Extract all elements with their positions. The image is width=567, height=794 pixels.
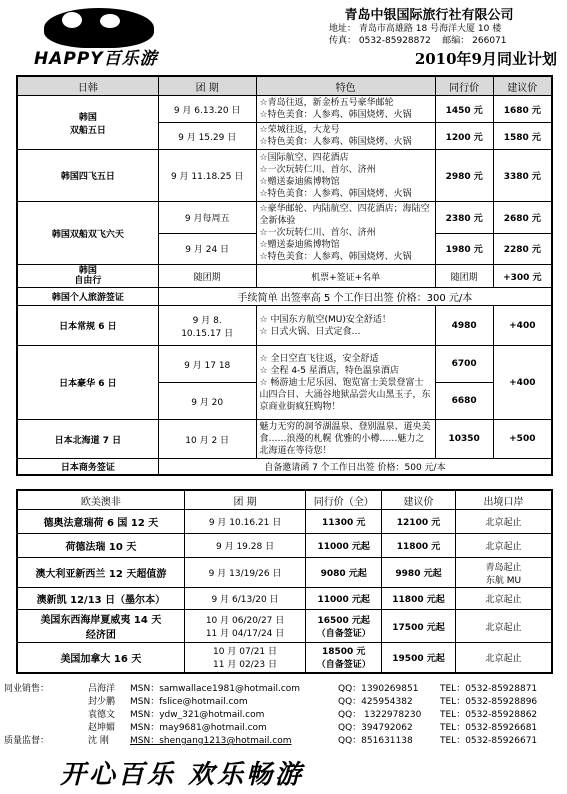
peer-price: 4980 bbox=[435, 306, 493, 346]
plan-title: 2010年9月同业计划 bbox=[414, 50, 557, 68]
contact-qq: QQ：1390269851 bbox=[338, 684, 419, 694]
table-row bbox=[17, 534, 552, 558]
west-table bbox=[16, 489, 553, 674]
logo-text: HAPPY百乐游 bbox=[34, 49, 158, 69]
table-row bbox=[17, 96, 552, 123]
peer-price: 6700 bbox=[435, 346, 493, 383]
suggest-price: 11800 元 bbox=[382, 534, 456, 558]
peer-price: 1450 元 bbox=[435, 96, 493, 123]
tour-date: 9 月 6.13.20 日 bbox=[158, 96, 256, 123]
contact-name: 赵坤媚 bbox=[88, 723, 116, 733]
contact-row bbox=[4, 683, 564, 696]
table-row bbox=[17, 346, 552, 383]
features: ☆ 全日空直飞往返，安全舒适 ☆ 全程 4-5 星酒店，特色温泉酒店 ☆ 畅游迪士尼乐园、饱览富士美景登富士山四合目、大涌谷地狱品尝火山黑玉子，东京商业街疯狂购物！ bbox=[256, 346, 435, 420]
contact-msn[interactable]: MSN：samwallace1981@hotmail.com bbox=[130, 684, 301, 694]
features: 魅力无穷的洞爷湖温泉、登别温泉、道央美食……浪漫的札幌 优雅的小樽……魅力之北海道在等待您！ bbox=[256, 420, 435, 459]
tour-date: 随团期 bbox=[158, 265, 256, 288]
route-name: 日本豪华 6 日 bbox=[17, 346, 158, 420]
features: ☆荣城往返，大龙号 ☆特色美食：人参鸡、韩国烧烤、火锅 bbox=[256, 123, 435, 150]
route-name: 荷德法瑞 10 天 bbox=[17, 534, 184, 558]
route-name: 澳大利亚新西兰 12 天超值游 bbox=[17, 558, 184, 588]
suggest-price: 1580 元 bbox=[493, 123, 552, 150]
col-header: 同行价 bbox=[435, 76, 493, 96]
company-info bbox=[299, 4, 559, 47]
col-header: 出境口岸 bbox=[455, 490, 552, 510]
contact-msn[interactable]: MSN：may9681@hotmail.com bbox=[130, 723, 267, 733]
tour-date: 9 月 13/19/26 日 bbox=[184, 558, 306, 588]
tour-date: 9 月 8. 10.15.17 日 bbox=[158, 306, 256, 346]
table-row bbox=[17, 420, 552, 459]
peer-price: 2980 元 bbox=[435, 150, 493, 202]
route-name: 日本常规 6 日 bbox=[17, 306, 158, 346]
peer-price: 随团期 bbox=[435, 265, 493, 288]
contact-row bbox=[4, 696, 564, 709]
route-name: 美国东西海岸夏威夷 14 天 经济团 bbox=[17, 610, 184, 643]
qc-label: 质量监督： bbox=[4, 736, 50, 746]
departure-port: 北京起止 bbox=[455, 643, 552, 673]
route-name: 韩国双船双飞六天 bbox=[17, 202, 158, 265]
tour-date: 9 月 10.16.21 日 bbox=[184, 510, 306, 534]
contact-name: 吕海洋 bbox=[88, 684, 116, 694]
table-row bbox=[17, 202, 552, 234]
contact-qq: QQ：425954382 bbox=[338, 697, 413, 707]
contact-tel: TEL：0532-85928871 bbox=[440, 684, 538, 694]
features: ☆青岛往返，新金桥五号豪华邮轮 ☆特色美食：人参鸡、韩国烧烤、火锅 bbox=[256, 96, 435, 123]
suggest-price: 11800 元起 bbox=[382, 588, 456, 610]
features: 机票+签证+名单 bbox=[256, 265, 435, 288]
features: ☆豪华邮轮、内陆航空、四花酒店；海陆空全新体验 ☆一次玩转仁川、首尔、济州 ☆赠送泰迪熊博物馆 ☆特色美食：人参鸡、韩国烧烤、火锅 bbox=[256, 202, 435, 265]
col-header: 同行价（全） bbox=[306, 490, 382, 510]
table-row bbox=[17, 510, 552, 534]
table-header-row bbox=[17, 490, 552, 510]
contact-name: 袁德文 bbox=[88, 710, 116, 720]
route-name: 美国加拿大 16 天 bbox=[17, 643, 184, 673]
table-row bbox=[17, 459, 552, 476]
tour-date: 10 月 06/20/27 日 11 月 04/17/24 日 bbox=[184, 610, 306, 643]
route-name: 韩国个人旅游签证 bbox=[17, 288, 158, 306]
departure-port: 北京起止 bbox=[455, 510, 552, 534]
peer-price: 10350 bbox=[435, 420, 493, 459]
contact-tel: TEL：0532-85928862 bbox=[440, 710, 538, 720]
table-row bbox=[17, 306, 552, 346]
table-row bbox=[17, 288, 552, 306]
col-header: 欧美澳非 bbox=[17, 490, 184, 510]
departure-port: 北京起止 bbox=[455, 588, 552, 610]
company-fax-postal: 传真： 0532-85928872 邮编： 266071 bbox=[329, 36, 507, 46]
route-name: 澳新凯 12/13 日（墨尔本） bbox=[17, 588, 184, 610]
peer-price: 1980 元 bbox=[435, 233, 493, 265]
peer-price: 2380 元 bbox=[435, 202, 493, 234]
peer-price: 6680 bbox=[435, 383, 493, 420]
company-address: 地址： 青岛市高雄路 18 号海洋大厦 10 楼 bbox=[329, 24, 502, 34]
col-header: 建议价 bbox=[382, 490, 456, 510]
contact-qq: QQ：394792062 bbox=[338, 723, 413, 733]
route-name: 韩国 双船五日 bbox=[17, 96, 158, 150]
col-header: 团 期 bbox=[158, 76, 256, 96]
contact-msn[interactable]: MSN：fslice@hotmail.com bbox=[130, 697, 248, 707]
suggest-price: +400 bbox=[493, 346, 552, 420]
tour-date: 9 月 11.18.25 日 bbox=[158, 150, 256, 202]
contact-row bbox=[4, 735, 564, 748]
departure-port: 北京起止 bbox=[455, 610, 552, 643]
route-name: 韩国四飞五日 bbox=[17, 150, 158, 202]
departure-port: 青岛起止 东航 MU bbox=[455, 558, 552, 588]
contact-qq: QQ： 1322978230 bbox=[338, 710, 422, 720]
asia-table bbox=[16, 75, 553, 476]
tour-date: 9 月每周五 bbox=[158, 202, 256, 234]
suggest-price: +400 bbox=[493, 306, 552, 346]
table-row bbox=[17, 588, 552, 610]
contact-msn[interactable]: MSN：ydw_321@hotmail.com bbox=[130, 710, 265, 720]
company-name: 青岛中银国际旅行社有限公司 bbox=[344, 8, 514, 23]
tour-date: 9 月 20 bbox=[158, 383, 256, 420]
col-header: 建议价 bbox=[493, 76, 552, 96]
features: ☆ 中国东方航空(MU)安全舒适！ ☆ 日式火锅、日式定食… bbox=[256, 306, 435, 346]
suggest-price: +500 bbox=[493, 420, 552, 459]
contact-name: 沈 刚 bbox=[88, 736, 109, 746]
suggest-price: 1680 元 bbox=[493, 96, 552, 123]
visa-info: 自备邀请函 7 个工作日出签 价格：500 元/本 bbox=[158, 459, 552, 476]
suggest-price: 17500 元起 bbox=[382, 610, 456, 643]
suggest-price: 2680 元 bbox=[493, 202, 552, 234]
peer-price: 11000 元起 bbox=[306, 588, 382, 610]
suggest-price: 12100 元 bbox=[382, 510, 456, 534]
route-name: 韩国 自由行 bbox=[17, 265, 158, 288]
suggest-price: +300 元 bbox=[493, 265, 552, 288]
suggest-price: 2280 元 bbox=[493, 233, 552, 265]
contact-qq: QQ：851631138 bbox=[338, 736, 413, 746]
table-row bbox=[17, 610, 552, 643]
col-header: 团 期 bbox=[184, 490, 306, 510]
contact-row bbox=[4, 722, 564, 735]
contacts-section bbox=[4, 683, 564, 748]
peer-price: 16500 元起 （自备签证） bbox=[306, 610, 382, 643]
table-row bbox=[17, 643, 552, 673]
peer-price: 18500 元 （自备签证） bbox=[306, 643, 382, 673]
table-row bbox=[17, 558, 552, 588]
contact-tel: TEL：0532-85928896 bbox=[440, 697, 538, 707]
tour-date: 9 月 6/13/20 日 bbox=[184, 588, 306, 610]
route-name: 日本商务签证 bbox=[17, 459, 158, 476]
peer-price: 1200 元 bbox=[435, 123, 493, 150]
tour-date: 10 月 2 日 bbox=[158, 420, 256, 459]
contact-name: 封少鹏 bbox=[88, 697, 116, 707]
contact-tel: TEL：0532-85926671 bbox=[440, 736, 538, 746]
visa-info: 手续简单 出签率高 5 个工作日出签 价格：300 元/本 bbox=[158, 288, 552, 306]
suggest-price: 9980 元起 bbox=[382, 558, 456, 588]
suggest-price: 3380 元 bbox=[493, 150, 552, 202]
features: ☆国际航空、四花酒店 ☆一次玩转仁川、首尔、济州 ☆赠送泰迪熊博物馆 ☆特色美食：人参鸡、韩国烧烤、火锅 bbox=[256, 150, 435, 202]
suggest-price: 19500 元起 bbox=[382, 643, 456, 673]
contact-row bbox=[4, 709, 564, 722]
col-header: 日韩 bbox=[17, 76, 158, 96]
peer-price: 9080 元起 bbox=[306, 558, 382, 588]
contact-msn[interactable]: MSN：shengang1213@hotmail.com bbox=[130, 736, 292, 746]
col-header: 特色 bbox=[256, 76, 435, 96]
departure-port: 北京起止 bbox=[455, 534, 552, 558]
contact-tel: TEL：0532-85926681 bbox=[440, 723, 538, 733]
route-name: 德奥法意瑞荷 6 国 12 天 bbox=[17, 510, 184, 534]
table-header-row bbox=[17, 76, 552, 96]
table-row bbox=[17, 150, 552, 202]
happy-logo bbox=[4, 4, 274, 69]
tour-date: 10 月 07/21 日 11 月 02/23 日 bbox=[184, 643, 306, 673]
tour-date: 9 月 24 日 bbox=[158, 233, 256, 265]
tour-date: 9 月 15.29 日 bbox=[158, 123, 256, 150]
tour-date: 9 月 17 18 bbox=[158, 346, 256, 383]
header bbox=[0, 0, 567, 72]
peer-price: 11000 元起 bbox=[306, 534, 382, 558]
route-name: 日本北海道 7 日 bbox=[17, 420, 158, 459]
tour-date: 9 月 19.28 日 bbox=[184, 534, 306, 558]
peer-price: 11300 元 bbox=[306, 510, 382, 534]
slogan: 开心百乐 欢乐畅游 bbox=[60, 760, 305, 790]
sales-label: 同业销售： bbox=[4, 684, 50, 694]
table-row bbox=[17, 265, 552, 288]
